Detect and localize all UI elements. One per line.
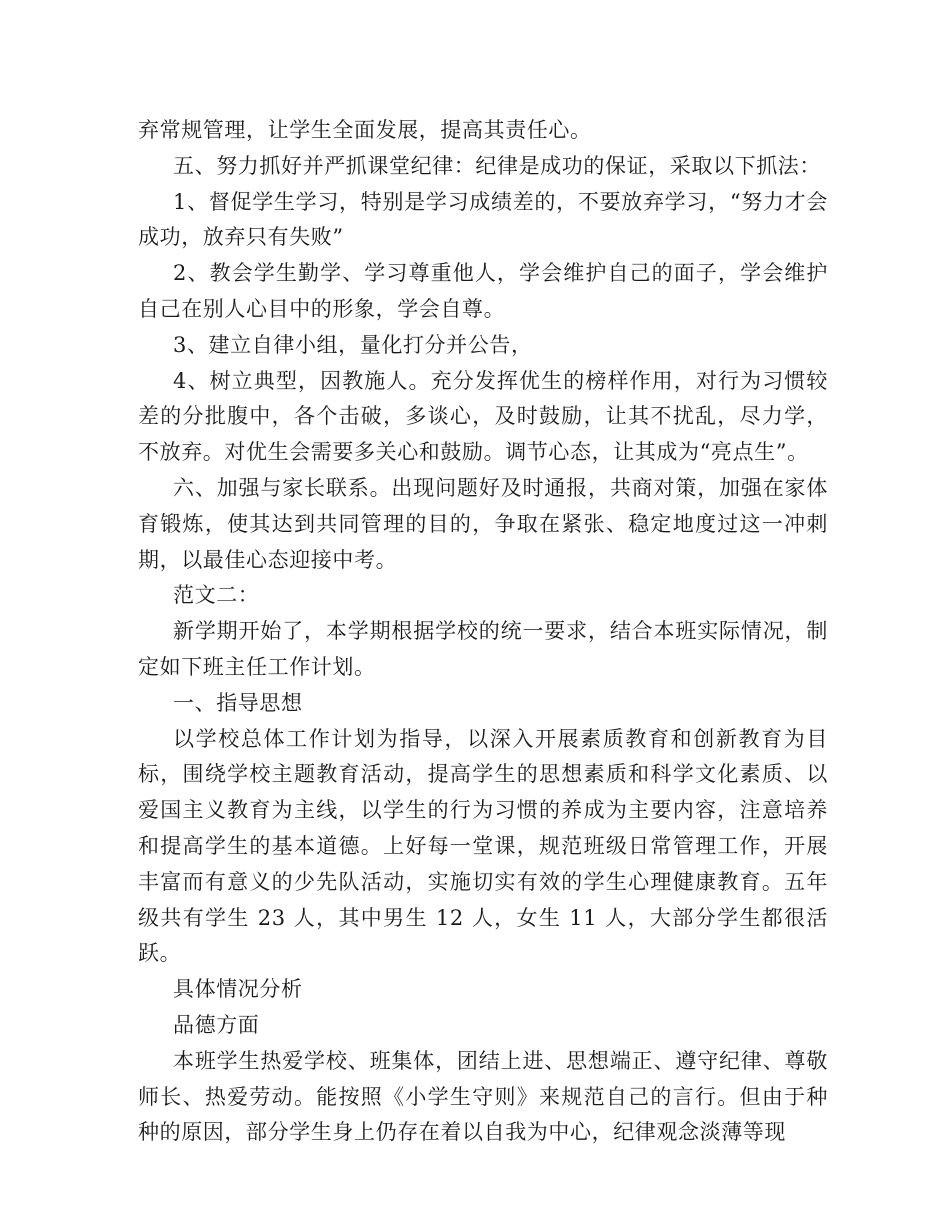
paragraph-continuation: 弃常规管理，让学生全面发展，提高其责任心。 [138,118,592,142]
heading-moral-aspect: 品德方面 [173,1012,260,1037]
paragraph-moral-aspect: 本班学生热爱学校、班集体，团结上进、思想端正、遵守纪律、尊敬师长、热爱劳动。能按照《小学生守则》来规范自己的言行。但由于种种的原因，部分学生身上仍存在着以自我为中心，纪律观念淡薄等现 [138,1048,828,1145]
paragraph-item-3: 3、建立自律小组，量化打分并公告， [173,332,533,357]
document-page [138,113,828,1151]
paragraph-item-1: 1、督促学生学习，特别是学习成绩差的，不要放弃学习，“努力才会成功，放弃只有失败” [138,189,828,250]
heading-situation-analysis: 具体情况分析 [173,977,303,1002]
paragraph-section-six: 六、加强与家长联系。出现问题好及时通报，共商对策，加强在家体育锻炼，使其达到共同管理的目的，争取在紧张、稳定地度过这一冲刺期，以最佳心态迎接中考。 [138,475,828,572]
paragraph-intro: 新学期开始了，本学期根据学校的统一要求，结合本班实际情况，制定如下班主任工作计划。 [138,619,828,679]
paragraph-section-five: 五、努力抓好并严抓课堂纪律：纪律是成功的保证，采取以下抓法： [173,153,821,178]
heading-guiding-thought: 一、指导思想 [173,690,303,715]
paragraph-item-2: 2、教会学生勤学、学习尊重他人，学会维护自己的面子，学会维护自己在别人心目中的形象，学会自尊。 [138,261,828,321]
heading-sample-two: 范文二： [173,583,260,608]
paragraph-item-4: 4、树立典型，因教施人。充分发挥优生的榜样作用，对行为习惯较差的分批腹中，各个击破，多谈心，及时鼓励，让其不扰乱，尽力学，不放弃。对优生会需要多关心和鼓励。调节心态，让其成为“亮点生”。 [138,368,828,465]
paragraph-guiding-thought: 以学校总体工作计划为指导，以深入开展素质教育和创新教育为目标，围绕学校主题教育活动，提高学生的思想素质和科学文化素质、以爱国主义教育为主线，以学生的行为习惯的养成为主要内容，注意培养和提高学生的基本道德。上好每一堂课，规范班级日常管理工作，开展丰富而有意义的少先队活动，实施切实有效的学生心理健康教育。五年级共有学生 23 人，其中男生 12 人，女生 11 人，大部分学生都很活跃。 [138,726,828,966]
